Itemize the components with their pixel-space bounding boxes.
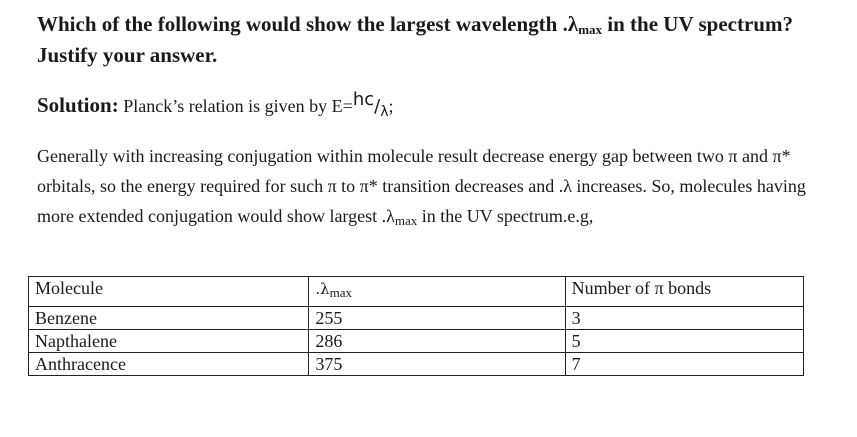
lambda-subscript: max [578, 22, 603, 37]
table-row [29, 330, 804, 353]
cell-molecule: Anthracence [29, 353, 309, 376]
fraction-slash: / [374, 96, 381, 117]
question-suffix: in the UV spectrum? Justify your answer. [37, 12, 793, 67]
header-pi-bonds: Number of π bonds [565, 277, 803, 307]
cell-pi-bonds: 3 [565, 307, 803, 330]
header-lambda-max [309, 277, 565, 307]
paragraph-part2: in the UV spectrum.e.g, [417, 206, 594, 226]
header-lambda: .λ [315, 280, 330, 298]
cell-lambda-max: 286 [309, 330, 565, 353]
solution-text: Planck’s relation is given by E= [118, 96, 353, 116]
molecule-table [28, 276, 804, 376]
cell-molecule: Napthalene [29, 330, 309, 353]
fraction-numerator: hc [352, 89, 375, 110]
table-row [29, 307, 804, 330]
table-header-row [29, 277, 804, 307]
paragraph-subscript: max [394, 213, 418, 228]
question-text [37, 9, 827, 71]
planck-fraction [352, 89, 389, 120]
cell-pi-bonds: 5 [565, 330, 803, 353]
fraction-denominator: λ [380, 104, 389, 120]
header-molecule: Molecule [29, 277, 309, 307]
header-lambda-sub: max [329, 285, 353, 300]
cell-molecule: Benzene [29, 307, 309, 330]
question-prefix: Which of the following would show the largest wavelength . [37, 12, 568, 36]
solution-label: Solution: [37, 93, 119, 117]
table-row [29, 353, 804, 376]
cell-lambda-max: 375 [309, 353, 565, 376]
solution-line [37, 90, 394, 123]
cell-pi-bonds: 7 [565, 353, 803, 376]
solution-end: ; [388, 96, 394, 116]
cell-lambda-max: 255 [309, 307, 565, 330]
lambda-symbol: λ [567, 12, 579, 36]
paragraph-part1: Generally with increasing conjugation within molecule result decrease energy gap between two π and π* orbitals, so the energy required for such π to π* transition decreases and .λ increases. So, molecules having more extended conjugation would show largest .λ [37, 146, 806, 226]
explanation-paragraph [37, 141, 827, 231]
